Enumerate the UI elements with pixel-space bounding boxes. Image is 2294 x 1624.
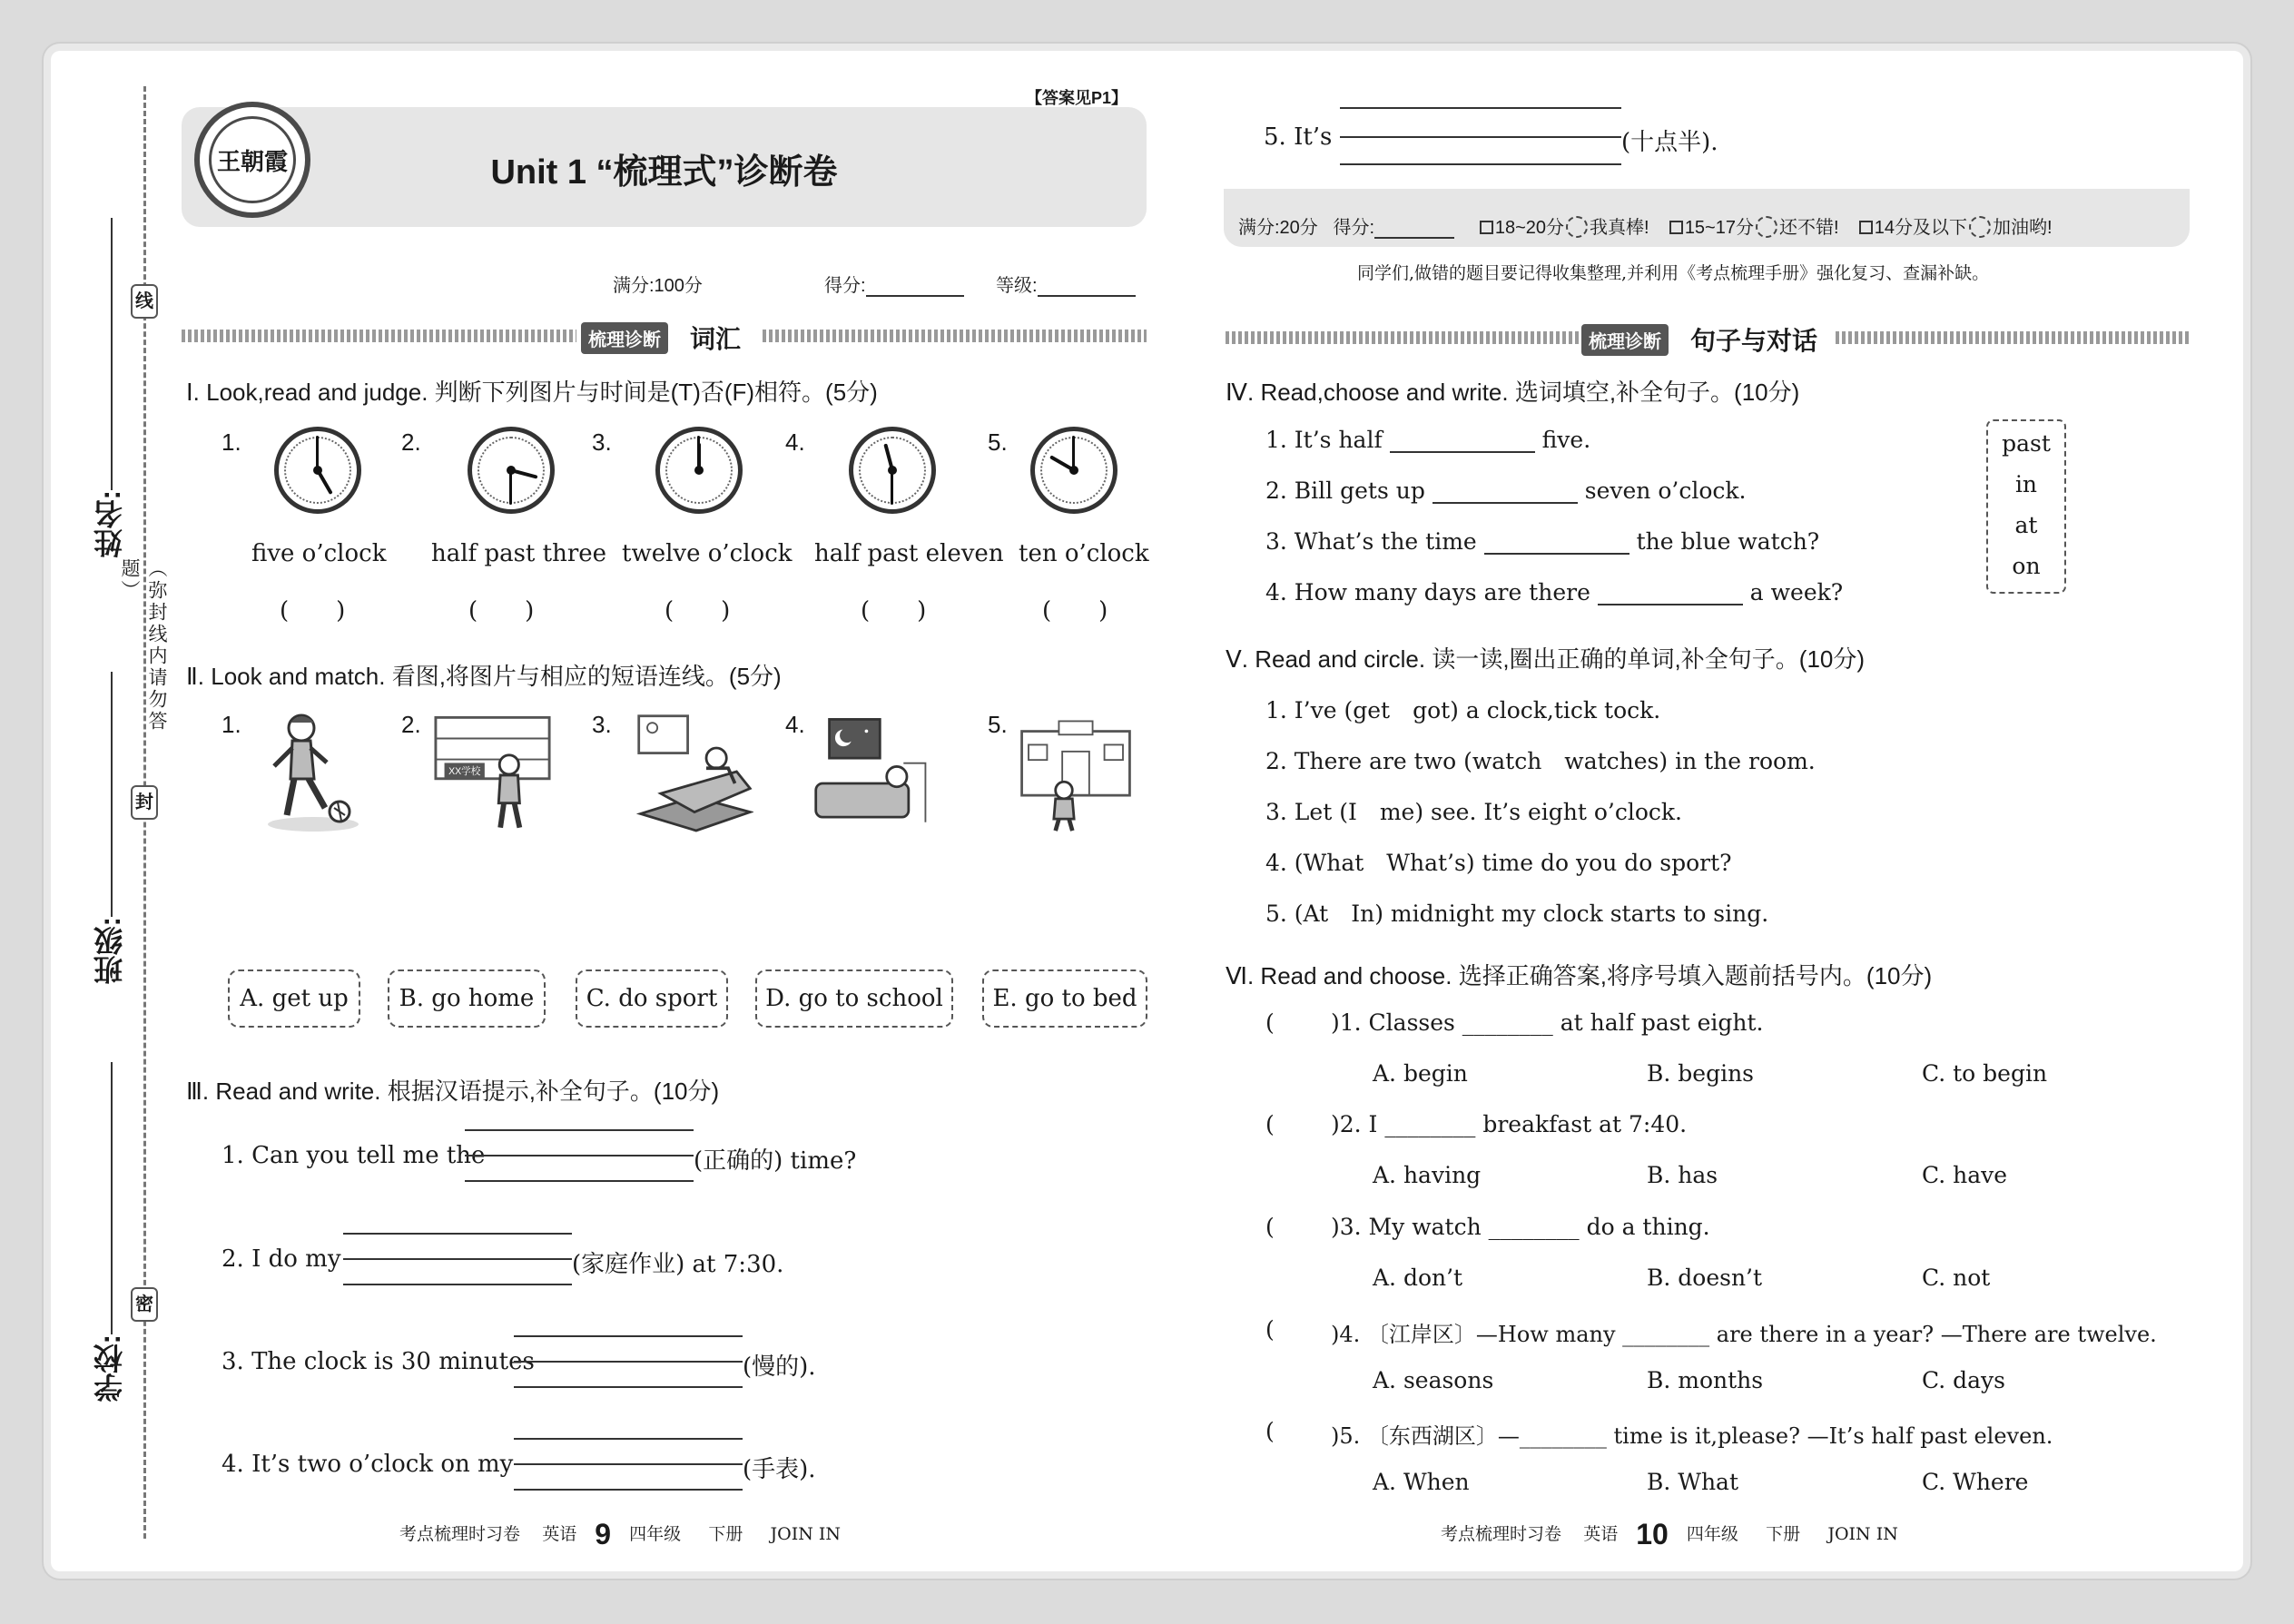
q3-item-3-blank[interactable]	[514, 1319, 743, 1392]
q1-answer-bracket[interactable]: ( )	[280, 597, 346, 625]
name-field[interactable]	[111, 218, 113, 490]
clock-hub	[313, 466, 322, 475]
q2-option-go-home[interactable]: B. go home	[388, 969, 546, 1028]
q1-time-label: five o’clock	[251, 540, 387, 567]
q4-item-4-prefix: 4. How many days are there	[1265, 579, 1590, 605]
grade-blank[interactable]	[1038, 277, 1136, 297]
q3-item-1-prefix: 1. Can you tell me the	[222, 1142, 486, 1169]
q6-option-c[interactable]: C. not	[1922, 1265, 1991, 1291]
score-field[interactable]	[824, 271, 964, 297]
clock-hub	[1069, 466, 1078, 475]
q5-heading: Ⅴ. Read and circle. 读一读,圈出正确的单词,补全句子。(10分)	[1226, 645, 1866, 673]
divider-dots	[1836, 331, 2190, 344]
school-field[interactable]	[111, 1062, 113, 1334]
answer-reference: 【答案见P1】	[1026, 89, 1128, 107]
q5-item[interactable]: 3. Let (I me) see. It’s eight o’clock.	[1265, 799, 1683, 825]
q6-question: )1. Classes ________ at half past eight.	[1331, 1009, 1764, 1036]
title-banner	[182, 107, 1147, 227]
q4-item-2-prefix: 2. Bill gets up	[1265, 477, 1425, 504]
q6-option-b[interactable]: B. has	[1647, 1162, 1718, 1188]
q4-item-2-blank[interactable]	[1433, 484, 1578, 504]
q3-item-3-hint: (慢的).	[743, 1353, 816, 1381]
score-bar-full: 满分:20分	[1238, 218, 1318, 238]
level-3-text: 加油哟!	[1993, 218, 2053, 238]
q2-item-number: 4.	[785, 711, 805, 738]
q6-option-a[interactable]: A. begin	[1373, 1060, 1468, 1087]
binding-mark-secret: 密	[131, 1287, 158, 1322]
q6-question: )5. 〔东西湖区〕—________ time is it,please? —It’s half past eleven.	[1331, 1423, 2053, 1449]
q4-item-3-suffix: the blue watch?	[1636, 528, 1820, 555]
grade-label: 等级:	[996, 276, 1038, 296]
q6-option-a[interactable]: A. When	[1373, 1469, 1470, 1495]
clock-icon	[468, 427, 555, 514]
full-score: 满分:100分	[613, 276, 703, 296]
q4-item-3-blank[interactable]	[1484, 535, 1629, 555]
word-option: on	[2012, 553, 2041, 579]
q1-item-number: 5.	[988, 428, 1008, 456]
q1-item-number: 1.	[222, 428, 241, 456]
school-label: 学校:	[94, 1334, 126, 1403]
q4-item-4-blank[interactable]	[1598, 586, 1743, 605]
q1-time-label: half past eleven	[814, 540, 1004, 567]
word-option: past	[2002, 430, 2051, 457]
encourage-face-icon	[1969, 216, 1991, 238]
q6-option-a[interactable]: A. don’t	[1373, 1265, 1463, 1291]
q4-item-3-prefix: 3. What’s the time	[1265, 528, 1477, 555]
level-2-range: 15~17分	[1684, 218, 1754, 238]
q5-item[interactable]: 5. (At In) midnight my clock starts to sing.	[1265, 901, 1769, 927]
level-1-range: 18~20分	[1494, 218, 1565, 238]
section-divider-vocab	[182, 321, 1147, 353]
q5-item[interactable]: 4. (What What’s) time do you do sport?	[1265, 850, 1732, 876]
binding-note: （弥封线内请勿答题）	[119, 558, 167, 733]
q4-heading: Ⅳ. Read,choose and write. 选词填空,补全句子。(10分)	[1226, 379, 1800, 406]
q1-time-label: ten o’clock	[1019, 540, 1149, 567]
footer-volume: 下册	[1766, 1524, 1801, 1544]
q6-option-c[interactable]: C. to begin	[1922, 1060, 2048, 1087]
smiley-icon	[1566, 216, 1588, 238]
picture-go-home	[1017, 710, 1135, 837]
q2-heading: Ⅱ. Look and match. 看图,将图片与相应的短语连线。(5分)	[186, 663, 782, 690]
section-badge: 梳理诊断	[1581, 324, 1669, 356]
q3-item-5-hint: (十点半).	[1621, 129, 1718, 156]
q1-time-label: half past three	[431, 540, 607, 567]
binding-mark-seal: 封	[131, 785, 158, 820]
q3-item-1-blank[interactable]	[465, 1113, 694, 1186]
q3-item-2-prefix: 2. I do my	[222, 1245, 341, 1273]
level-2-text: 还不错!	[1778, 218, 1839, 238]
section-title: 词汇	[690, 325, 742, 353]
q2-option-go-to-school[interactable]: D. go to school	[755, 969, 953, 1028]
score-label: 得分:	[824, 276, 866, 296]
q3-heading: Ⅲ. Read and write. 根据汉语提示,补全句子。(10分)	[186, 1078, 720, 1105]
word-option: at	[2014, 512, 2038, 538]
level-1-checkbox[interactable]	[1480, 221, 1493, 234]
level-2-checkbox[interactable]	[1669, 221, 1683, 234]
q2-option-go-to-bed[interactable]: E. go to bed	[982, 969, 1147, 1028]
q6-option-c[interactable]: C. have	[1922, 1162, 2008, 1188]
q4-item-4	[1265, 579, 1843, 605]
minute-hand	[891, 470, 893, 505]
q6-bracket[interactable]: (	[1265, 1214, 1275, 1240]
q3-item-2-blank[interactable]	[343, 1216, 572, 1289]
section-divider-sentences	[1226, 323, 2190, 355]
divider-dots	[1226, 331, 1580, 344]
q6-option-a[interactable]: A. seasons	[1373, 1367, 1494, 1393]
q6-option-c[interactable]: C. days	[1922, 1367, 2005, 1393]
study-tip: 同学们,做错的题目要记得收集整理,并利用《考点梳理手册》强化复习、查漏补缺。	[1357, 263, 1990, 283]
score-blank[interactable]	[866, 277, 964, 297]
q4-item-1-blank[interactable]	[1390, 433, 1535, 453]
q1-answer-bracket[interactable]: ( )	[861, 597, 927, 625]
q6-heading: Ⅵ. Read and choose. 选择正确答案,将序号填入题前括号内。(10分)	[1226, 962, 1933, 989]
picture-get-up	[635, 708, 753, 835]
picture-go-to-bed	[812, 708, 930, 835]
q6-option-c[interactable]: C. Where	[1922, 1469, 2029, 1495]
page-title: Unit 1 “梳理式”诊断卷	[490, 153, 838, 192]
q6-option-b[interactable]: B. begins	[1647, 1060, 1754, 1087]
footer-subject: 英语	[1583, 1524, 1619, 1544]
q6-option-b[interactable]: B. months	[1647, 1367, 1764, 1393]
q2-item-number: 3.	[592, 711, 612, 738]
footer-edition: JOIN IN	[1827, 1524, 1898, 1544]
q6-question: )2. I ________ breakfast at 7:40.	[1331, 1111, 1688, 1137]
footer-book: 考点梳理时习卷	[399, 1524, 521, 1544]
q5-item[interactable]: 2. There are two (watch watches) in the room.	[1265, 748, 1816, 774]
minute-hand	[509, 470, 512, 505]
q1-item-number: 4.	[785, 428, 805, 456]
clock-hub	[507, 466, 516, 475]
picture-do-sport	[254, 708, 372, 835]
q6-question: )3. My watch ________ do a thing.	[1331, 1214, 1710, 1240]
clock-hub	[888, 466, 897, 475]
footer-subject: 英语	[542, 1524, 577, 1544]
q5-item[interactable]: 1. I’ve (get got) a clock,tick tock.	[1265, 697, 1661, 723]
footer-right	[1441, 1518, 1898, 1551]
footer-book: 考点梳理时习卷	[1441, 1524, 1562, 1544]
footer-grade: 四年级	[1686, 1524, 1738, 1544]
q3-item-4-hint: (手表).	[743, 1456, 816, 1483]
footer-edition: JOIN IN	[770, 1524, 842, 1544]
q2-item-number: 2.	[401, 711, 421, 738]
q2-option-do-sport[interactable]: C. do sport	[576, 969, 728, 1028]
q2-item-number: 1.	[222, 711, 241, 738]
section-title: 句子与对话	[1690, 327, 1818, 355]
footer-left	[399, 1518, 841, 1551]
score-bar	[1224, 189, 2190, 247]
q3-item-5-prefix: 5. It’s	[1264, 123, 1333, 151]
q1-item-number: 3.	[592, 428, 612, 456]
page-number: 10	[1636, 1518, 1669, 1550]
level-3-checkbox[interactable]	[1859, 221, 1873, 234]
clock-icon	[655, 427, 743, 514]
picture-go-to-school	[434, 710, 552, 837]
q4-item-4-suffix: a week?	[1749, 579, 1844, 605]
word-option: in	[2014, 471, 2038, 497]
q1-answer-bracket[interactable]: ( )	[665, 597, 731, 625]
q6-option-b[interactable]: B. doesn’t	[1647, 1265, 1763, 1291]
q1-answer-bracket[interactable]: ( )	[1042, 597, 1108, 625]
q4-item-2	[1265, 477, 1746, 504]
q6-question: )4. 〔江岸区〕—How many ________ are there in a year? —There are twelve.	[1331, 1322, 2157, 1347]
clock-icon	[274, 427, 361, 514]
neutral-face-icon	[1756, 216, 1777, 238]
score-bar-label: 得分:	[1333, 218, 1375, 238]
q4-item-2-suffix: seven o’clock.	[1584, 477, 1747, 504]
q1-answer-bracket[interactable]: ( )	[468, 597, 535, 625]
binding-mark-line: 线	[131, 284, 158, 319]
name-label: 姓名:	[94, 490, 126, 558]
score-bar-content	[1238, 212, 2053, 239]
q3-item-3-prefix: 3. The clock is 30 minutes	[222, 1348, 535, 1375]
q3-item-4-blank[interactable]	[514, 1422, 743, 1494]
q1-heading: Ⅰ. Look,read and judge. 判断下列图片与时间是(T)否(F)相符。(5分)	[186, 379, 878, 406]
q3-item-4-prefix: 4. It’s two o’clock on my	[222, 1451, 514, 1478]
q6-option-b[interactable]: B. What	[1647, 1469, 1739, 1495]
q3-item-1-hint: (正确的) time?	[694, 1147, 857, 1175]
clock-hub	[694, 466, 704, 475]
q3-item-5-blank[interactable]	[1340, 94, 1621, 167]
q6-bracket[interactable]: (	[1265, 1111, 1275, 1137]
q1-item-number: 2.	[401, 428, 421, 456]
clock-icon	[1030, 427, 1117, 514]
q4-item-3	[1265, 528, 1819, 555]
q6-option-a[interactable]: A. having	[1373, 1162, 1482, 1188]
q2-item-number: 5.	[988, 711, 1008, 738]
level-1-text: 我真棒!	[1590, 218, 1649, 238]
class-field[interactable]	[111, 672, 113, 917]
divider-dots	[182, 330, 576, 342]
footer-volume: 下册	[708, 1524, 743, 1544]
school-sign-text: XX学校	[448, 765, 481, 777]
page-number: 9	[595, 1518, 612, 1550]
q6-bracket[interactable]: (	[1265, 1009, 1275, 1036]
q2-option-get-up[interactable]: A. get up	[228, 969, 360, 1028]
divider-dots	[763, 330, 1147, 342]
clock-icon	[849, 427, 936, 514]
q4-word-box	[1986, 419, 2066, 594]
q4-item-1	[1265, 427, 1590, 453]
q6-bracket[interactable]: (	[1265, 1316, 1275, 1343]
section-badge: 梳理诊断	[581, 322, 668, 354]
grade-field[interactable]	[996, 271, 1136, 297]
class-label: 班级:	[94, 917, 126, 985]
score-bar-blank[interactable]	[1374, 219, 1454, 239]
q1-time-label: twelve o’clock	[622, 540, 793, 567]
logo-text: 王朝霞	[209, 116, 296, 203]
q3-item-2-hint: (家庭作业) at 7:30.	[572, 1251, 784, 1278]
brand-logo	[194, 102, 310, 218]
level-3-range: 14分及以下	[1874, 218, 1968, 238]
footer-grade: 四年级	[629, 1524, 682, 1544]
q4-item-1-prefix: 1. It’s half	[1265, 427, 1383, 453]
q4-item-1-suffix: five.	[1541, 427, 1591, 453]
q6-bracket[interactable]: (	[1265, 1418, 1275, 1444]
